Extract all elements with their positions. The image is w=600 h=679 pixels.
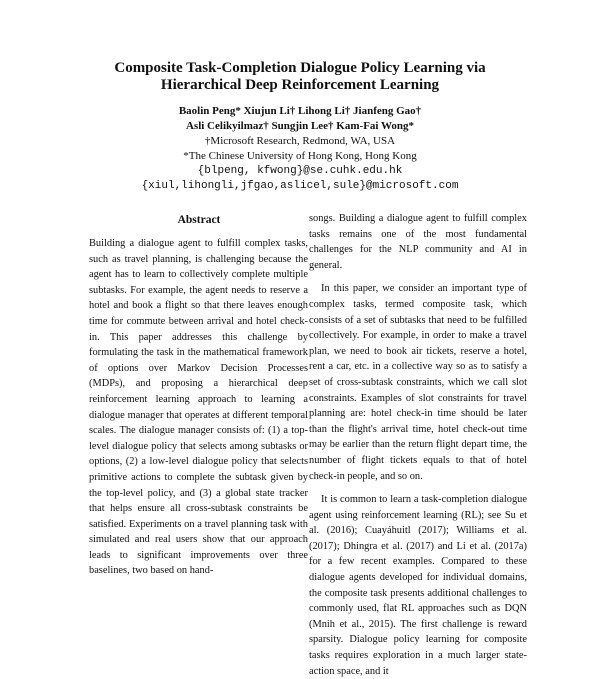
- title-line-1: Composite Task-Completion Dialogue Policy Learning via: [114, 60, 486, 76]
- intro-paragraph-1: songs. Building a dialogue agent to fulfill complex tasks remains one of the most fundamental challenges for the NLP community and AI in general.: [309, 213, 527, 271]
- authors-line-1: Baolin Peng* Xiujun Li† Lihong Li† Jianfeng Gao†: [178, 105, 422, 117]
- title-line-2: Hierarchical Deep Reinforcement Learning: [160, 77, 440, 93]
- abstract-column: [89, 236, 308, 579]
- email-line-2: {xiul,lihongli,jfgao,aslicel,sule}@microsoft.com: [141, 180, 459, 192]
- affiliation-2: *The Chinese University of Hong Kong, Hong Kong: [183, 150, 417, 162]
- email-line-1: {blpeng, kfwong}@se.cuhk.edu.hk: [197, 165, 403, 177]
- affiliation-1: †Microsoft Research, Redmond, WA, USA: [204, 135, 396, 147]
- abstract-heading: Abstract: [177, 214, 221, 226]
- intro-column: [309, 211, 527, 679]
- paper-title: [0, 60, 600, 94]
- abstract-text: Building a dialogue agent to fulfill complex tasks, such as travel planning, is challenging because the agent has to learn to collectively complete multiple subtasks. For example, the agent needs to reserve a hotel and book a flight so that there leaves enough time for commute between arrival and hotel check-in. This paper addresses this challenge by formulating the task in the mathematical framework of options over Markov Decision Processes (MDPs), and proposing a hierarchical deep reinforcement learning approach to learning a dialogue manager that operates at different temporal scales. The dialogue manager consists of: (1) a top-level dialogue policy that selects among subtasks or options, (2) a low-level dialogue policy that selects primitive actions to complete the subtask given by the top-level policy, and (3) a global state tracker that helps ensure all cross-subtask constraints be satisfied. Experiments on a travel planning task with simulated and real users show that our approach leads to significant improvements over three baselines, two based on hand-: [89, 238, 308, 577]
- intro-paragraph-3: It is common to learn a task-completion dialogue agent using reinforcement learning (RL); see Su et al. (2016); Cuayáhuitl (2017); Williams et al. (2017); Dhingra et al. (2017) and Li et al. (2017a) for a few recent examples. Compared to these dialogue agents developed for individual domains, the composite task presents additional challenges to commonly used, flat RL approaches such as DQN (Mnih et al., 2015). The first challenge is reward sparsity. Dialogue policy learning for composite tasks requires exploration in a much larger state-action space, and it: [309, 494, 527, 677]
- authors-line-2: Asli Celikyilmaz† Sungjin Lee† Kam-Fai Wong*: [185, 120, 415, 132]
- author-block: [0, 104, 600, 194]
- intro-paragraph-2: In this paper, we consider an important type of complex tasks, termed composite task, which consists of a set of subtasks that need to be fulfilled collectively. For example, in order to make a travel plan, we need to book air tickets, reserve a hotel, rent a car, etc. in a collective way so as to satisfy a set of cross-subtask constraints, which we call slot constraints. Examples of slot constraints for travel planning are: hotel check-in time should be later than the flight's arrival time, hotel check-out time may be earlier than the return flight depart time, the number of flight tickets equals to that of hotel check-in people, and so on.: [309, 283, 527, 482]
